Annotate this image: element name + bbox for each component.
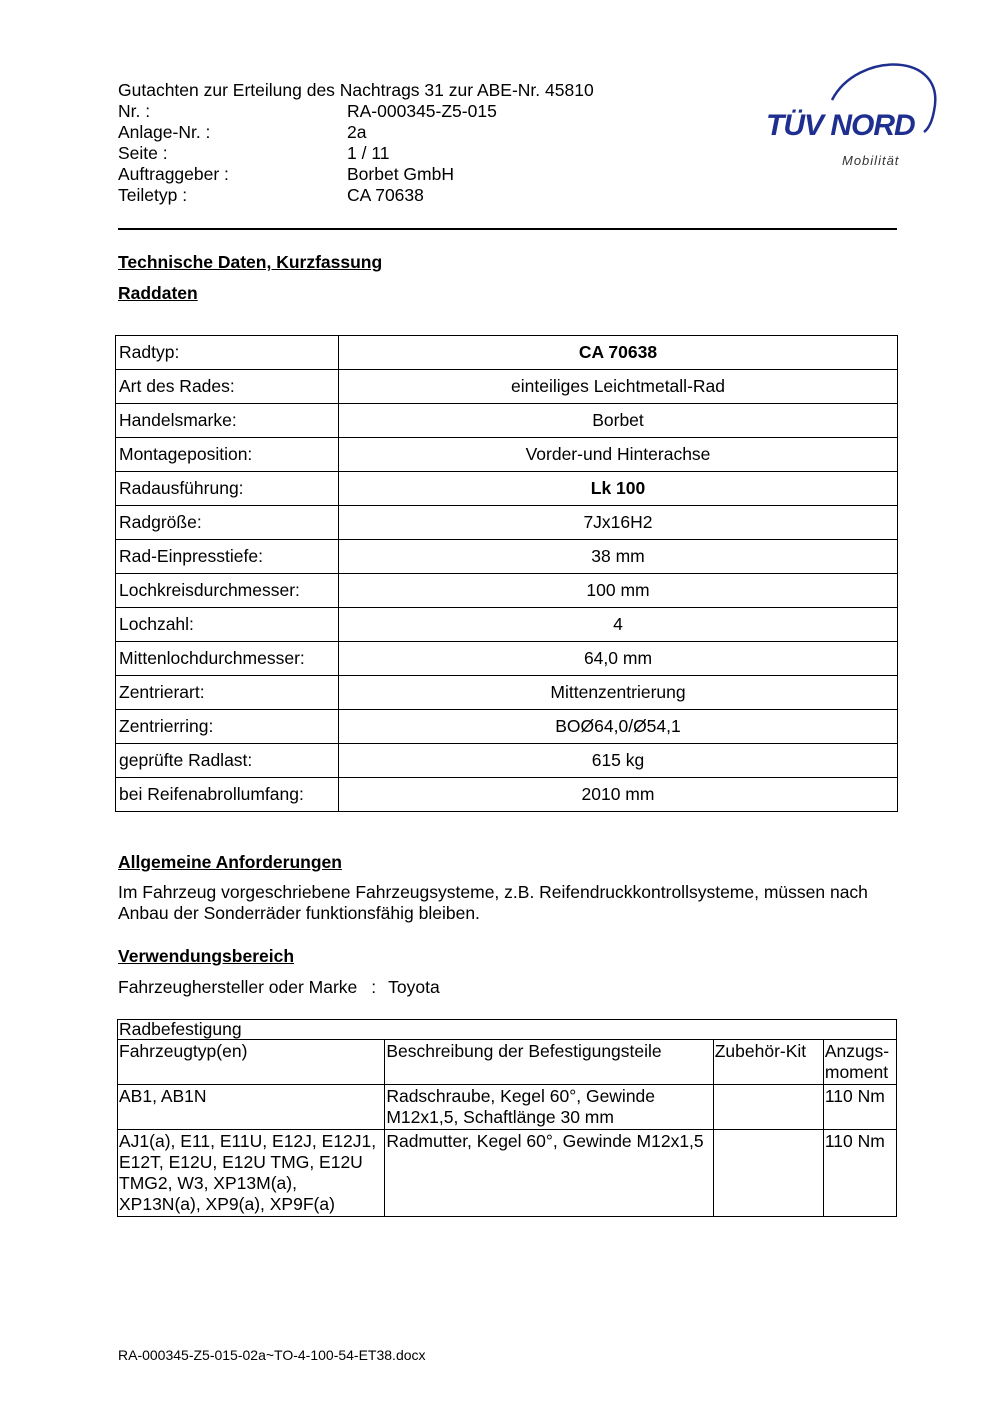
field-value: RA-000345-Z5-015 — [347, 101, 497, 121]
row-label: Zentrierring: — [116, 710, 339, 744]
table-row — [116, 676, 898, 710]
table-row — [116, 710, 898, 744]
row-label: Mittenlochdurchmesser: — [116, 642, 339, 676]
table-row — [118, 1130, 897, 1217]
field-value: CA 70638 — [347, 185, 424, 205]
section-heading-tech: Technische Daten, Kurzfassung — [118, 252, 383, 272]
header-field — [118, 164, 594, 185]
row-label: Lochkreisdurchmesser: — [116, 574, 339, 608]
row-value: Borbet — [339, 404, 898, 438]
table-row — [116, 574, 898, 608]
section-heading-verwendung: Verwendungsbereich — [118, 946, 295, 966]
tuv-nord-logo-graphic — [762, 56, 942, 171]
cell-torque: 110 Nm — [823, 1130, 896, 1217]
row-value: 64,0 mm — [339, 642, 898, 676]
manufacturer-sep: : — [371, 977, 377, 997]
row-value: 4 — [339, 608, 898, 642]
row-label: Rad-Einpresstiefe: — [116, 540, 339, 574]
row-value: 38 mm — [339, 540, 898, 574]
row-value: 100 mm — [339, 574, 898, 608]
field-label: Seite : — [118, 143, 168, 163]
logo-brand: TÜV NORD — [766, 109, 915, 142]
field-label: Teiletyp : — [118, 185, 188, 205]
row-label: Art des Rades: — [116, 370, 339, 404]
header-field — [118, 101, 594, 122]
field-label: Anlage-Nr. : — [118, 122, 211, 142]
row-value: einteiliges Leichtmetall-Rad — [339, 370, 898, 404]
table-row — [116, 744, 898, 778]
field-label: Auftraggeber : — [118, 164, 229, 184]
allgemein-paragraph: Im Fahrzeug vorgeschriebene Fahrzeugsysteme, z.B. Reifendruckkontrollsysteme, müssen nach Anbau der Sonderräder funktionsfähig bleiben. — [118, 882, 868, 923]
table-row — [116, 778, 898, 812]
row-label: Zentrierart: — [116, 676, 339, 710]
field-value: 2a — [347, 122, 367, 142]
row-value: Lk 100 — [339, 472, 898, 506]
row-label: Radausführung: — [116, 472, 339, 506]
table-row — [116, 608, 898, 642]
row-label: Radgröße: — [116, 506, 339, 540]
table-row — [116, 370, 898, 404]
table-row — [116, 506, 898, 540]
wheel-data-table — [115, 335, 898, 812]
row-label: Radtyp: — [116, 336, 339, 370]
field-value: Borbet GmbH — [347, 164, 454, 184]
header-title: Gutachten zur Erteilung des Nachtrags 31 zur ABE-Nr. 45810 — [118, 80, 594, 100]
table-row — [116, 404, 898, 438]
logo-sub: Mobilität — [842, 153, 900, 168]
table-row — [116, 540, 898, 574]
cell-desc: Radschraube, Kegel 60°, Gewinde M12x1,5, Schaftlänge 30 mm — [385, 1085, 713, 1130]
row-label: bei Reifenabrollumfang: — [116, 778, 339, 812]
row-value: Vorder-und Hinterachse — [339, 438, 898, 472]
table-row — [116, 472, 898, 506]
section-heading-raddaten: Raddaten — [118, 283, 198, 303]
tuv-nord-logo — [762, 56, 942, 171]
row-value: 7Jx16H2 — [339, 506, 898, 540]
cell-types: AB1, AB1N — [118, 1085, 385, 1130]
header-cell: Anzugs-moment — [823, 1040, 896, 1085]
manufacturer-line — [118, 977, 440, 998]
row-value: Mittenzentrierung — [339, 676, 898, 710]
fastening-table — [117, 1019, 897, 1217]
header-field — [118, 185, 594, 206]
header-cell: Zubehör-Kit — [713, 1040, 823, 1085]
header-field — [118, 122, 594, 143]
header-cell: Fahrzeugtyp(en) — [118, 1040, 385, 1085]
row-value: BOØ64,0/Ø54,1 — [339, 710, 898, 744]
table-row — [116, 642, 898, 676]
cell-torque: 110 Nm — [823, 1085, 896, 1130]
cell-kit — [713, 1085, 823, 1130]
table-row — [116, 336, 898, 370]
fastening-title-row — [118, 1020, 897, 1040]
table-row — [116, 438, 898, 472]
row-label: Lochzahl: — [116, 608, 339, 642]
fastening-header-row — [118, 1040, 897, 1085]
manufacturer-label: Fahrzeughersteller oder Marke — [118, 977, 358, 997]
row-label: Montageposition: — [116, 438, 339, 472]
header-cell: Beschreibung der Befestigungsteile — [385, 1040, 713, 1085]
field-value: 1 / 11 — [347, 143, 390, 163]
cell-kit — [713, 1130, 823, 1217]
row-value: CA 70638 — [339, 336, 898, 370]
row-value: 2010 mm — [339, 778, 898, 812]
cell-desc: Radmutter, Kegel 60°, Gewinde M12x1,5 — [385, 1130, 713, 1217]
fastening-title: Radbefestigung — [118, 1020, 897, 1040]
document-header — [118, 80, 594, 206]
section-heading-allgemein: Allgemeine Anforderungen — [118, 852, 342, 872]
row-label: Handelsmarke: — [116, 404, 339, 438]
table-row — [118, 1085, 897, 1130]
field-label: Nr. : — [118, 101, 151, 121]
manufacturer-value: Toyota — [388, 977, 440, 997]
row-value: 615 kg — [339, 744, 898, 778]
row-label: geprüfte Radlast: — [116, 744, 339, 778]
footer-filename: RA-000345-Z5-015-02a~TO-4-100-54-ET38.docx — [118, 1347, 426, 1363]
header-field — [118, 143, 594, 164]
header-divider — [118, 228, 897, 230]
cell-types: AJ1(a), E11, E11U, E12J, E12J1, E12T, E12U, E12U TMG, E12U TMG2, W3, XP13M(a), XP13N(a), XP9(a), XP9F(a) — [118, 1130, 385, 1217]
